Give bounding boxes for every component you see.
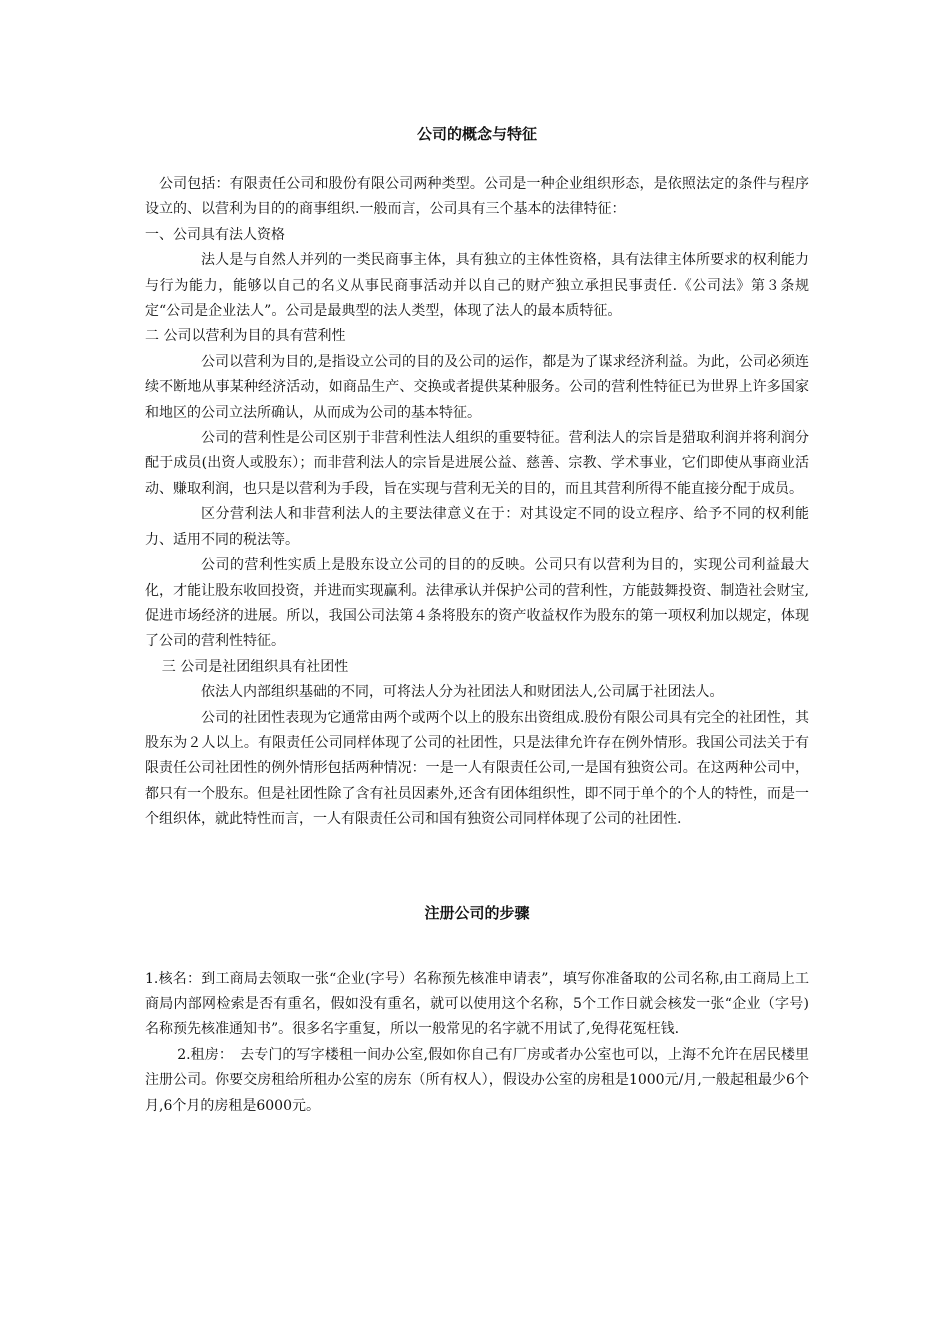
heading-profit: 二 公司以营利为目的具有营利性 [145, 328, 346, 345]
paragraph-profit-2: 公司的营利性是公司区别于非营利性法人组织的重要特征。营利法人的宗旨是猎取利润并将利润分配于成员(出资人或股东）；而非营利法人的宗旨是进展公益、慈善、宗教、学术事业，它们即使从事商业活动、赚取利润，也只是以营利为手段，旨在实现与营利无关的目的，而且其营利所得不能直接分配于成员。 [145, 430, 809, 497]
paragraph-association-2: 公司的社团性表现为它通常由两个或两个以上的股东出资组成.股份有限公司具有完全的社团性，其股东为２人以上。有限责任公司同样体现了公司的社团性，只是法律允许存在例外情形。我国公司法关于有限责任公司社团性的例外情形包括两种情况：一是一人有限责任公司,一是国有独资公司。在这两种公司中，都只有一个股东。但是社团性除了含有社员因素外,还含有团体组织性，即不同于单个的个人的特性，而是一个组织体，就此特性而言，一人有限责任公司和国有独资公司同样体现了公司的社团性. [145, 709, 809, 828]
paragraph-association-1: 依法人内部组织基础的不同，可将法人分为社团法人和财团法人,公司属于社团法人。 [201, 684, 724, 701]
paragraph-profit-1: 公司以营利为目的,是指设立公司的目的及公司的运作，都是为了谋求经济利益。为此，公司必须连续不断地从事某种经济活动，如商品生产、交换或者提供某种服务。公司的营利性特征已为世界上许多国家和地区的公司立法所确认，从而成为公司的基本特征。 [145, 353, 809, 421]
paragraph-profit-3: 区分营利法人和非营利法人的主要法律意义在于：对其设定不同的设立程序、给予不同的权利能力、适用不同的税法等。 [145, 506, 809, 548]
heading-legal-person: 一、公司具有法人资格 [145, 226, 285, 243]
step-rent-office: 2.租房： 去专门的写字楼租一间办公室,假如你自己有厂房或者办公室也可以，上海不允许在居民楼里注册公司。你要交房租给所租办公室的房东（所有权人），假设办公室的房租是1000元/月,一般起租最少6个月,6个月的房租是6000元。 [145, 1046, 809, 1114]
document-body [145, 122, 809, 1119]
heading-association: 三 公司是社团组织具有社团性 [161, 658, 349, 675]
paragraph-profit-4: 公司的营利性实质上是股东设立公司的目的的反映。公司只有以营利为目的，实现公司利益最大化，才能让股东收回投资，并进而实现赢利。法律承认并保护公司的营利性，方能鼓舞投资、制造社会财宝,促进市场经济的进展。所以，我国公司法第４条将股东的资产收益权作为股东的第一项权利加以规定，体现了公司的营利性特征。 [145, 557, 809, 650]
section-title-registration-steps: 注册公司的步骤 [424, 903, 530, 922]
intro-paragraph: 公司包括：有限责任公司和股份有限公司两种类型。公司是一种企业组织形态，是依照法定的条件与程序设立的、以营利为目的的商事组织.一般而言，公司具有三个基本的法律特征： [145, 176, 809, 218]
section-title-company-concept: 公司的概念与特征 [416, 125, 537, 143]
paragraph-legal-person: 法人是与自然人并列的一类民商事主体，具有独立的主体性资格，具有法律主体所要求的权利能力与行为能力，能够以自己的名义从事民商事活动并以自己的财产独立承担民事责任.《公司法》第３条规定“公司是企业法人”。公司是最典型的法人类型，体现了法人的最本质特征。 [145, 252, 809, 320]
step-name-check: 1.核名：到工商局去领取一张“企业(字号）名称预先核准申请表”，填写你准备取的公司名称,由工商局上工商局内部网检索是否有重名，假如没有重名，就可以使用这个名称，5个工作日就会核发一张“企业（字号)名称预先核准通知书”。很多名字重复，所以一般常见的名字就不用试了,免得花冤枉钱. [145, 970, 809, 1038]
